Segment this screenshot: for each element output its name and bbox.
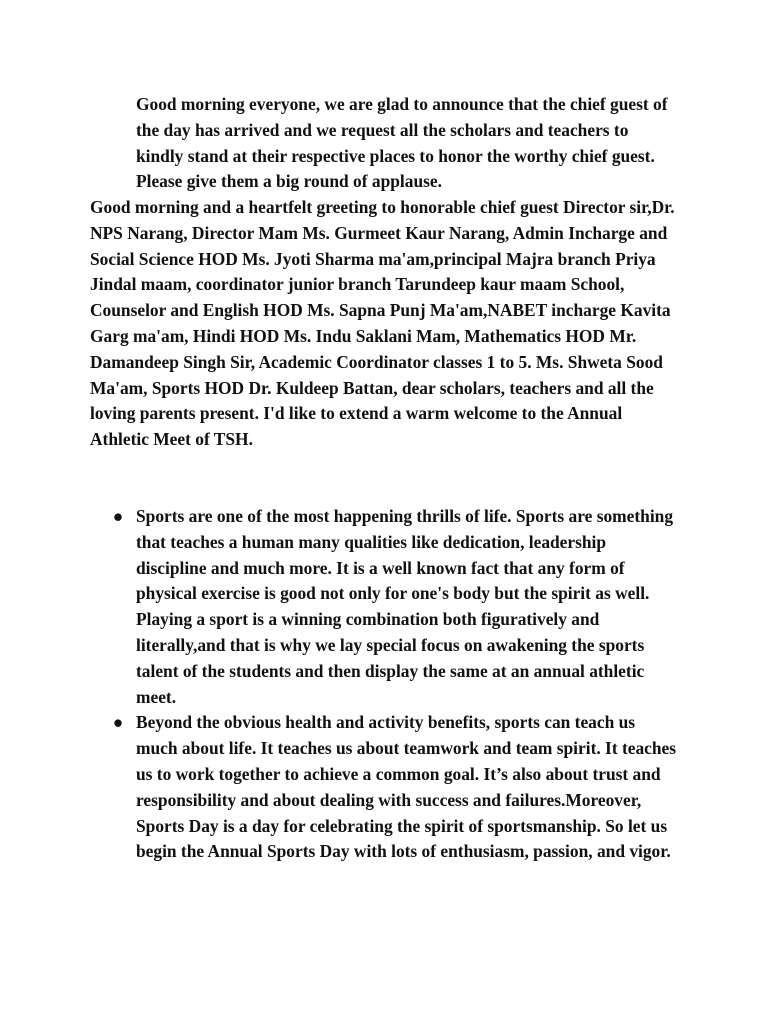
bullet-icon: ● [112, 712, 124, 733]
bullet-icon: ● [112, 506, 124, 526]
list-item [90, 504, 678, 710]
bullet-list [90, 504, 678, 865]
list-item [90, 710, 678, 865]
greeting-paragraph: Good morning and a heartfelt greeting to honorable chief guest Director sir,Dr. NPS Narang, Director Mam Ms. Gurmeet Kaur Narang, Admin Incharge and Social Science HOD Ms. Jyoti Sharma ma'am,principal Majra branch Priya Jindal maam, coordinator junior branch Tarundeep kaur maam School, Counselor and English HOD Ms. Sapna Punj Ma'am,NABET incharge Kavita Garg ma'am, Hindi HOD Ms. Indu Saklani Mam, Mathematics HOD Mr. Damandeep Singh Sir, Academic Coordinator classes 1 to 5. Ms. Shweta Sood Ma'am, Sports HOD Dr. Kuldeep Battan, dear scholars, teachers and all the loving parents present. I'd like to extend a warm welcome to the Annual Athletic Meet of TSH. [90, 197, 675, 450]
list-item-text: Beyond the obvious health and activity benefits, sports can teach us much about life. It teaches us about teamwork and team spirit. It teaches us to work together to achieve a common goal. It’s also about trust and responsibility and about dealing with success and failures.Moreover, Sports Day is a day for celebrating the spirit of sportsmanship. So let us begin the Annual Sports Day with lots of enthusiasm, passion, and vigor. [136, 712, 677, 862]
list-item-text: Sports are one of the most happening thrills of life. Sports are something that teaches a human many qualities like dedication, leadership discipline and much more. It is a well known fact that any form of physical exercise is good not only for one's body but the spirit as well. Playing a sport is a winning combination both figuratively and literally,and that is why we lay special focus on awakening the sports talent of the students and then display the same at an annual athletic meet. [136, 506, 674, 707]
intro-paragraph: Good morning everyone, we are glad to announce that the chief guest of the day has arrived and we request all the scholars and teachers to kindly stand at their respective places to honor the worthy chief guest. Please give them a big round of applause. [136, 94, 668, 192]
